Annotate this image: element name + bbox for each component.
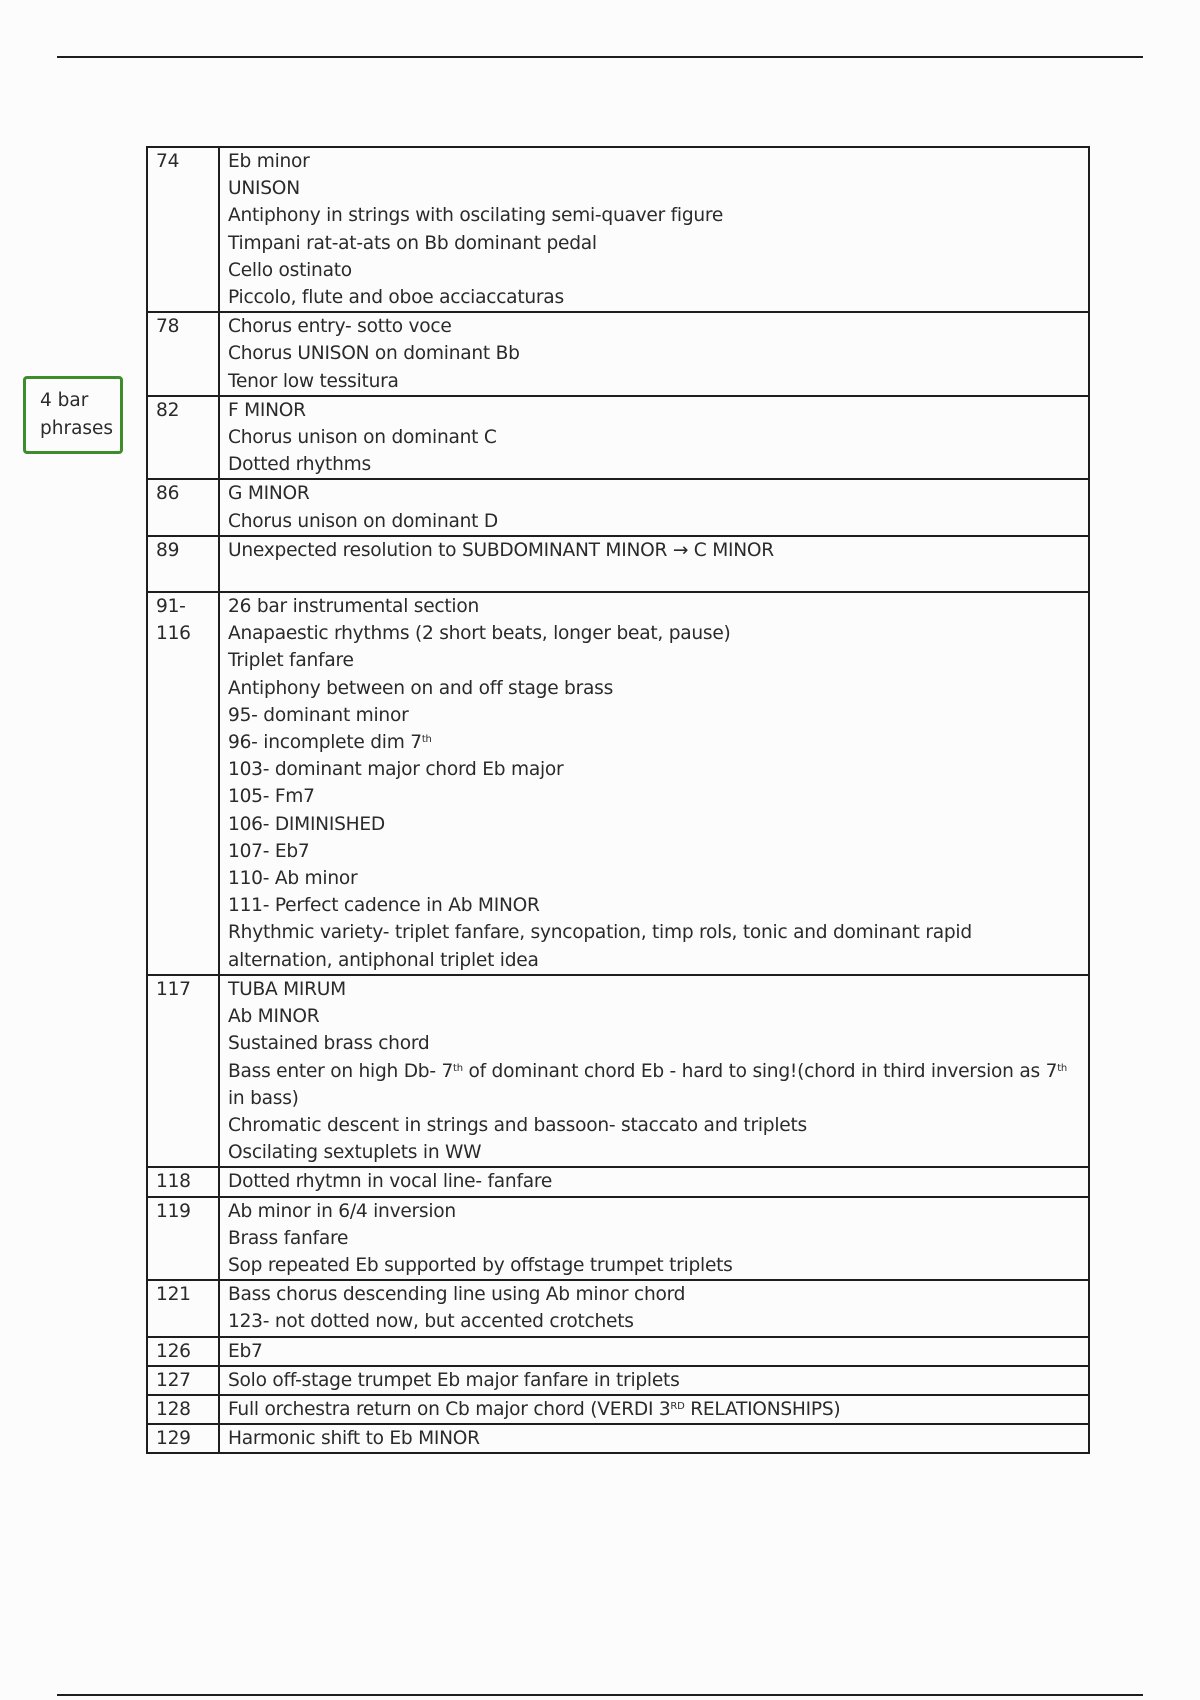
- header-rule: [57, 56, 1143, 58]
- note-line: Sop repeated Eb supported by offstage trumpet triplets: [228, 1254, 733, 1276]
- note-line: Full orchestra return on Cb major chord (VERDI 3RD RELATIONSHIPS): [228, 1398, 841, 1420]
- table-row: [147, 1197, 1089, 1281]
- note-line: 111- Perfect cadence in Ab MINOR: [228, 895, 540, 917]
- analysis-notes: [219, 536, 1089, 592]
- note-line: 26 bar instrumental section: [228, 596, 479, 618]
- note-line: UNISON: [228, 178, 300, 200]
- note-line: Triplet fanfare: [228, 650, 354, 672]
- bar-number: 91-: [156, 596, 186, 618]
- analysis-notes: [219, 479, 1089, 535]
- analysis-notes: [219, 147, 1089, 312]
- analysis-notes: [219, 592, 1089, 975]
- bar-number: 121: [147, 1280, 219, 1336]
- table-row: [147, 1280, 1089, 1336]
- note-line: Antiphony in strings with oscilating semi-quaver figure: [228, 205, 724, 227]
- table-row: [147, 1424, 1089, 1453]
- bar-number: 117: [147, 975, 219, 1167]
- analysis-table: [146, 146, 1090, 1454]
- table-row: [147, 1337, 1089, 1366]
- note-line: 105- Fm7: [228, 786, 315, 808]
- bar-number: 86: [147, 479, 219, 535]
- annotation-line: phrases: [40, 418, 114, 439]
- note-line: Timpani rat-at-ats on Bb dominant pedal: [228, 232, 597, 254]
- phrase-annotation-box: [23, 376, 123, 454]
- note-line: 103- dominant major chord Eb major: [228, 759, 564, 781]
- analysis-notes: [219, 1197, 1089, 1281]
- bar-number: 116: [156, 623, 191, 645]
- note-line: G MINOR: [228, 483, 310, 505]
- table-row: [147, 312, 1089, 396]
- note-line: Chromatic descent in strings and bassoon- staccato and triplets: [228, 1114, 807, 1136]
- analysis-notes: [219, 1167, 1089, 1196]
- note-line: Bass enter on high Db- 7th of dominant chord Eb - hard to sing!(chord in third inversion as 7th in bass): [228, 1060, 1067, 1109]
- table-row: [147, 1366, 1089, 1395]
- note-line: 107- Eb7: [228, 840, 310, 862]
- note-line: Chorus entry- sotto voce: [228, 316, 452, 338]
- note-line: Tenor low tessitura: [228, 370, 399, 392]
- analysis-notes: [219, 1395, 1089, 1424]
- note-line: 96- incomplete dim 7th: [228, 732, 432, 754]
- annotation-line: 4 bar: [40, 390, 89, 411]
- bar-number: 118: [147, 1167, 219, 1196]
- note-line: Solo off-stage trumpet Eb major fanfare in triplets: [228, 1369, 680, 1391]
- table-row: [147, 536, 1089, 592]
- note-line: 110- Ab minor: [228, 868, 358, 890]
- note-line: 95- dominant minor: [228, 704, 409, 726]
- note-line: Cello ostinato: [228, 259, 352, 281]
- note-line: Dotted rhythms: [228, 454, 371, 476]
- note-line: Unexpected resolution to SUBDOMINANT MINOR → C MINOR: [228, 539, 774, 561]
- bar-number: 74: [147, 147, 219, 312]
- note-line: 123- not dotted now, but accented crotchets: [228, 1311, 634, 1333]
- note-line: Ab minor in 6/4 inversion: [228, 1200, 456, 1222]
- blank-line: [228, 564, 1080, 591]
- bar-number: 129: [147, 1424, 219, 1453]
- note-line: Eb7: [228, 1340, 263, 1362]
- note-line: Anapaestic rhythms (2 short beats, longer beat, pause): [228, 623, 731, 645]
- table-row: [147, 592, 1089, 975]
- analysis-notes: [219, 1337, 1089, 1366]
- note-line: Brass fanfare: [228, 1227, 349, 1249]
- note-line: TUBA MIRUM: [228, 978, 346, 1000]
- note-line: Sustained brass chord: [228, 1033, 430, 1055]
- bar-number: 78: [147, 312, 219, 396]
- analysis-notes: [219, 975, 1089, 1167]
- table-row: [147, 147, 1089, 312]
- note-line: Chorus unison on dominant C: [228, 427, 497, 449]
- note-line: F MINOR: [228, 399, 306, 421]
- note-line: Bass chorus descending line using Ab minor chord: [228, 1284, 686, 1306]
- bar-number: 127: [147, 1366, 219, 1395]
- note-line: Ab MINOR: [228, 1006, 320, 1028]
- table-row: [147, 396, 1089, 480]
- analysis-notes: [219, 1424, 1089, 1453]
- table-row: [147, 1395, 1089, 1424]
- note-line: Chorus UNISON on dominant Bb: [228, 343, 520, 365]
- analysis-notes: [219, 1366, 1089, 1395]
- bar-number: 126: [147, 1337, 219, 1366]
- bar-number: 128: [147, 1395, 219, 1424]
- note-line: Chorus unison on dominant D: [228, 510, 498, 532]
- note-line: Harmonic shift to Eb MINOR: [228, 1428, 480, 1450]
- table-row: [147, 479, 1089, 535]
- bar-number: 82: [147, 396, 219, 480]
- analysis-notes: [219, 396, 1089, 480]
- bar-range: [147, 592, 219, 975]
- note-line: Dotted rhytmn in vocal line- fanfare: [228, 1171, 553, 1193]
- table-row: [147, 1167, 1089, 1196]
- bar-number: 119: [147, 1197, 219, 1281]
- bar-number: 89: [147, 536, 219, 592]
- note-line: 106- DIMINISHED: [228, 813, 385, 835]
- analysis-notes: [219, 1280, 1089, 1336]
- table-row: [147, 975, 1089, 1167]
- analysis-notes: [219, 312, 1089, 396]
- note-line: Antiphony between on and off stage brass: [228, 677, 614, 699]
- note-line: Oscilating sextuplets in WW: [228, 1142, 482, 1164]
- note-line: Rhythmic variety- triplet fanfare, syncopation, timp rols, tonic and dominant rapid alternation, antiphonal triplet idea: [228, 922, 972, 971]
- footer-rule: [57, 1694, 1143, 1696]
- note-line: Piccolo, flute and oboe acciaccaturas: [228, 287, 564, 309]
- note-line: Eb minor: [228, 151, 310, 172]
